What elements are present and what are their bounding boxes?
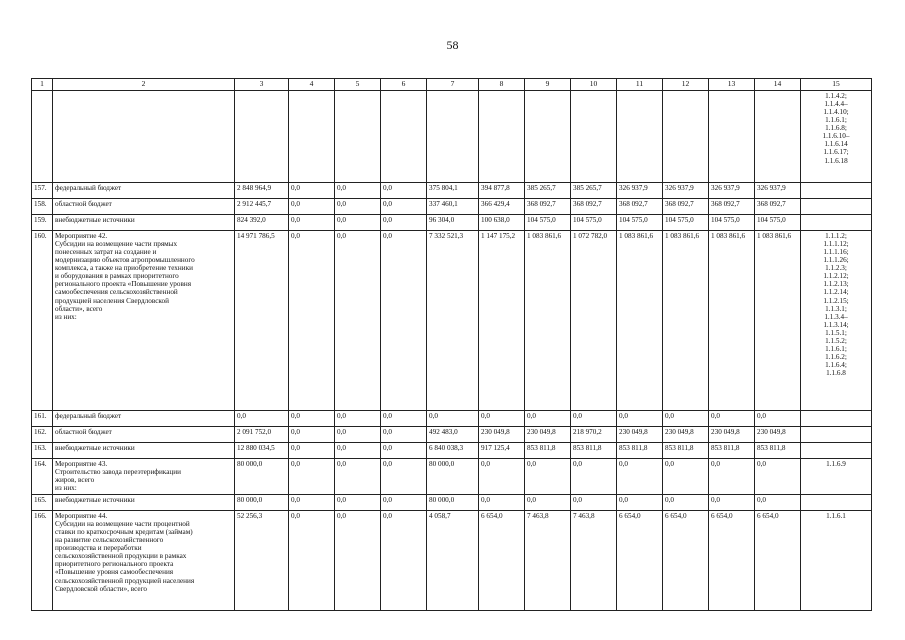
table-row — [32, 511, 872, 611]
target-codes-cell — [801, 459, 872, 495]
description-line: сельскохозяйственной продукции в рамках — [55, 552, 187, 561]
description-line: сельскохозяйственной продукцией населения — [55, 576, 195, 585]
target-code: 1.1.2.12; — [823, 272, 849, 281]
row-number-cell — [32, 91, 53, 183]
description-cell — [53, 443, 235, 459]
amount-cell: 0,0 — [335, 459, 381, 495]
amount-cell: 80 000,0 — [427, 459, 479, 495]
description-line: Субсидии на возмещение части прямых — [55, 240, 178, 249]
amount-cell: 230 049,8 — [663, 427, 709, 443]
amount-cell — [525, 91, 571, 183]
amount-cell: 1 083 861,6 — [663, 231, 709, 411]
description-line: из них: — [55, 484, 77, 493]
column-header: 2 — [53, 79, 235, 91]
amount-cell: 6 840 038,3 — [427, 443, 479, 459]
description-line: и оборудования в рамках приоритетного — [55, 272, 179, 281]
amount-cell: 385 265,7 — [525, 183, 571, 199]
amount-cell: 0,0 — [289, 459, 335, 495]
amount-cell: 104 575,0 — [617, 215, 663, 231]
amount-cell: 104 575,0 — [755, 215, 801, 231]
amount-cell: 218 970,2 — [571, 427, 617, 443]
amount-cell: 0,0 — [289, 183, 335, 199]
amount-cell — [289, 91, 335, 183]
amount-cell: 0,0 — [335, 511, 381, 611]
column-header: 7 — [427, 79, 479, 91]
amount-cell: 0,0 — [381, 511, 427, 611]
column-header: 15 — [801, 79, 872, 91]
amount-cell: 0,0 — [335, 231, 381, 411]
target-code: 1.1.6.10– — [822, 132, 850, 141]
description-line: федеральный бюджет — [55, 184, 122, 192]
amount-cell: 0,0 — [335, 215, 381, 231]
column-header: 14 — [755, 79, 801, 91]
table-row — [32, 495, 872, 511]
amount-cell: 230 049,8 — [709, 427, 755, 443]
amount-cell: 368 092,7 — [571, 199, 617, 215]
target-code: 1.1.1.16; — [823, 248, 849, 257]
amount-cell: 104 575,0 — [709, 215, 755, 231]
table-row — [32, 443, 872, 459]
description-cell — [53, 459, 235, 495]
amount-cell: 368 092,7 — [525, 199, 571, 215]
target-code: 1.1.5.2; — [825, 336, 847, 345]
amount-cell: 1 083 861,6 — [617, 231, 663, 411]
amount-cell: 6 654,0 — [617, 511, 663, 611]
target-codes-cell — [801, 427, 872, 443]
target-code: 1.1.6.4; — [825, 361, 847, 369]
amount-cell: 1 083 861,6 — [755, 231, 801, 411]
description-line: «Повышение уровня самообеспечения — [55, 568, 174, 577]
description-cell — [53, 411, 235, 427]
description-line: внебюджетные источники — [55, 496, 135, 504]
amount-cell: 0,0 — [755, 411, 801, 427]
description-line: Субсидии на возмещение части процентной — [55, 520, 190, 529]
amount-cell: 853 811,8 — [525, 443, 571, 459]
amount-cell: 326 937,9 — [709, 183, 755, 199]
target-code: 1.1.2.3; — [825, 264, 847, 273]
description-cell — [53, 511, 235, 611]
amount-cell: 0,0 — [381, 427, 427, 443]
description-line: продукцией населения Свердловской — [55, 296, 169, 305]
amount-cell: 0,0 — [381, 459, 427, 495]
target-codes-cell — [801, 183, 872, 199]
amount-cell: 0,0 — [525, 459, 571, 495]
amount-cell: 337 460,1 — [427, 199, 479, 215]
amount-cell: 492 483,0 — [427, 427, 479, 443]
column-header: 11 — [617, 79, 663, 91]
amount-cell: 0,0 — [479, 495, 525, 511]
amount-cell: 0,0 — [525, 495, 571, 511]
target-codes-cell — [801, 511, 872, 611]
description-line: производства и переработки — [55, 544, 142, 553]
row-number-cell: 159. — [32, 215, 53, 231]
description-line: регионального проекта «Повышение уровня — [55, 280, 191, 289]
amount-cell: 6 654,0 — [479, 511, 525, 611]
amount-cell: 853 811,8 — [755, 443, 801, 459]
amount-cell: 80 000,0 — [235, 459, 289, 495]
amount-cell: 0,0 — [663, 495, 709, 511]
amount-cell: 326 937,9 — [755, 183, 801, 199]
target-code: 1.1.6.8; — [825, 124, 847, 133]
amount-cell: 0,0 — [381, 215, 427, 231]
amount-cell: 6 654,0 — [709, 511, 755, 611]
amount-cell: 0,0 — [571, 459, 617, 495]
description-line: внебюджетные источники — [55, 444, 135, 452]
amount-cell — [755, 91, 801, 183]
column-header: 6 — [381, 79, 427, 91]
amount-cell: 230 049,8 — [755, 427, 801, 443]
amount-cell: 104 575,0 — [525, 215, 571, 231]
amount-cell: 0,0 — [335, 411, 381, 427]
amount-cell — [235, 91, 289, 183]
amount-cell: 80 000,0 — [235, 495, 289, 511]
target-codes-cell — [801, 199, 872, 215]
row-number-cell: 161. — [32, 411, 53, 427]
amount-cell: 0,0 — [381, 231, 427, 411]
amount-cell: 230 049,8 — [525, 427, 571, 443]
amount-cell: 1 083 861,6 — [709, 231, 755, 411]
target-code: 1.1.6.14 — [824, 140, 848, 149]
amount-cell: 326 937,9 — [617, 183, 663, 199]
amount-cell: 1 083 861,6 — [525, 231, 571, 411]
amount-cell — [479, 91, 525, 183]
amount-cell: 0,0 — [381, 183, 427, 199]
amount-cell: 853 811,8 — [571, 443, 617, 459]
amount-cell: 7 463,8 — [571, 511, 617, 611]
column-header: 13 — [709, 79, 755, 91]
description-cell — [53, 495, 235, 511]
description-line: областной бюджет — [55, 428, 112, 436]
amount-cell: 0,0 — [571, 411, 617, 427]
amount-cell: 0,0 — [617, 495, 663, 511]
amount-cell: 0,0 — [289, 443, 335, 459]
amount-cell: 0,0 — [381, 495, 427, 511]
amount-cell: 0,0 — [289, 411, 335, 427]
target-codes-cell — [801, 91, 872, 183]
amount-cell: 0,0 — [427, 411, 479, 427]
amount-cell: 917 125,4 — [479, 443, 525, 459]
amount-cell: 853 811,8 — [709, 443, 755, 459]
amount-cell: 0,0 — [381, 199, 427, 215]
amount-cell: 104 575,0 — [571, 215, 617, 231]
amount-cell: 0,0 — [289, 495, 335, 511]
amount-cell: 80 000,0 — [427, 495, 479, 511]
amount-cell: 12 880 034,5 — [235, 443, 289, 459]
amount-cell: 0,0 — [709, 459, 755, 495]
amount-cell: 2 091 752,0 — [235, 427, 289, 443]
target-code: 1.1.3.4– — [824, 312, 848, 321]
row-number-cell: 166. — [32, 511, 53, 611]
amount-cell — [381, 91, 427, 183]
target-code: 1.1.4.4– — [824, 100, 848, 109]
amount-cell: 0,0 — [617, 459, 663, 495]
amount-cell: 0,0 — [335, 183, 381, 199]
amount-cell: 853 811,8 — [663, 443, 709, 459]
amount-cell: 6 654,0 — [755, 511, 801, 611]
description-line: федеральный бюджет — [55, 412, 122, 420]
description-line: модернизацию объектов агропромышленного — [55, 256, 195, 265]
description-line: Мероприятие 42. — [55, 232, 108, 240]
target-codes-cell — [801, 231, 872, 411]
amount-cell: 230 049,8 — [617, 427, 663, 443]
amount-cell: 6 654,0 — [663, 511, 709, 611]
amount-cell: 0,0 — [335, 427, 381, 443]
target-codes-cell — [801, 411, 872, 427]
amount-cell: 0,0 — [335, 443, 381, 459]
description-cell — [53, 183, 235, 199]
row-number-cell: 164. — [32, 459, 53, 495]
target-code: 1.1.4.10; — [823, 108, 849, 117]
amount-cell — [663, 91, 709, 183]
target-code: 1.1.2.13; — [823, 280, 849, 289]
amount-cell: 96 304,0 — [427, 215, 479, 231]
amount-cell: 4 058,7 — [427, 511, 479, 611]
column-header: 4 — [289, 79, 335, 91]
description-line: Мероприятие 43. — [55, 460, 108, 468]
description-line: комплекса, а также на приобретение техники — [55, 264, 193, 273]
description-line: областной бюджет — [55, 200, 112, 208]
amount-cell: 0,0 — [663, 459, 709, 495]
amount-cell: 0,0 — [709, 495, 755, 511]
description-cell — [53, 231, 235, 411]
amount-cell: 368 092,7 — [709, 199, 755, 215]
target-code: 1.1.2.15; — [823, 296, 849, 305]
row-number-cell: 163. — [32, 443, 53, 459]
amount-cell: 0,0 — [479, 411, 525, 427]
target-codes-cell — [801, 495, 872, 511]
column-header: 9 — [525, 79, 571, 91]
target-code: 1.1.5.1; — [825, 328, 847, 337]
amount-cell: 52 256,3 — [235, 511, 289, 611]
amount-cell — [617, 91, 663, 183]
page-number: 58 — [446, 38, 459, 52]
amount-cell: 0,0 — [571, 495, 617, 511]
table-row — [32, 427, 872, 443]
target-code: 1.1.1.2; — [825, 232, 847, 240]
table-row — [32, 199, 872, 215]
description-line: приоритетного регионального проекта — [55, 560, 174, 569]
description-line: внебюджетные источники — [55, 216, 135, 224]
description-line: жиров, всего — [55, 476, 95, 485]
amount-cell: 1 072 782,0 — [571, 231, 617, 411]
row-number-cell: 157. — [32, 183, 53, 199]
amount-cell: 0,0 — [381, 411, 427, 427]
table-row — [32, 183, 872, 199]
target-code: 1.1.6.1; — [825, 116, 847, 125]
amount-cell: 2 912 445,7 — [235, 199, 289, 215]
column-header: 8 — [479, 79, 525, 91]
table-row — [32, 215, 872, 231]
amount-cell: 824 392,0 — [235, 215, 289, 231]
amount-cell: 0,0 — [479, 459, 525, 495]
row-number-cell: 165. — [32, 495, 53, 511]
table-body — [32, 91, 872, 611]
amount-cell: 0,0 — [525, 411, 571, 427]
amount-cell: 853 811,8 — [617, 443, 663, 459]
column-number-row — [32, 79, 872, 91]
target-code: 1.1.2.14; — [823, 288, 849, 297]
description-line: из них: — [55, 312, 77, 321]
amount-cell: 366 429,4 — [479, 199, 525, 215]
description-line: понесенных затрат на создание и — [55, 248, 157, 257]
description-cell — [53, 427, 235, 443]
description-cell — [53, 199, 235, 215]
amount-cell: 0,0 — [289, 231, 335, 411]
target-codes-cell — [801, 443, 872, 459]
table-row — [32, 91, 872, 183]
target-code: 1.1.1.26; — [823, 256, 849, 265]
description-line: самообеспечения сельскохозяйственной — [55, 288, 178, 297]
description-line: ставки по краткосрочным кредитам (займам) — [55, 528, 193, 537]
amount-cell: 1 147 175,2 — [479, 231, 525, 411]
target-code: 1.1.3.14; — [823, 320, 849, 329]
target-codes-cell — [801, 215, 872, 231]
amount-cell — [571, 91, 617, 183]
target-code: 1.1.6.2; — [825, 352, 847, 361]
target-code: 1.1.6.8 — [826, 369, 846, 378]
row-number-cell: 160. — [32, 231, 53, 411]
table-row — [32, 231, 872, 411]
target-code: 1.1.6.1 — [826, 512, 846, 520]
column-header: 1 — [32, 79, 53, 91]
amount-cell — [335, 91, 381, 183]
budget-table — [31, 78, 872, 611]
amount-cell: 7 332 521,3 — [427, 231, 479, 411]
amount-cell: 14 971 786,5 — [235, 231, 289, 411]
amount-cell: 0,0 — [235, 411, 289, 427]
target-code: 1.1.6.9 — [826, 460, 846, 468]
amount-cell: 368 092,7 — [663, 199, 709, 215]
row-number-cell: 158. — [32, 199, 53, 215]
target-code: 1.1.1.12; — [823, 240, 849, 249]
column-header: 10 — [571, 79, 617, 91]
amount-cell: 0,0 — [289, 199, 335, 215]
amount-cell: 2 848 964,9 — [235, 183, 289, 199]
description-line: Свердловской области», всего — [55, 584, 147, 593]
table-row — [32, 459, 872, 495]
amount-cell: 0,0 — [755, 495, 801, 511]
target-code: 1.1.6.17; — [823, 148, 849, 157]
amount-cell: 230 049,8 — [479, 427, 525, 443]
amount-cell: 368 092,7 — [617, 199, 663, 215]
amount-cell: 0,0 — [381, 443, 427, 459]
description-line: на развитие сельскохозяйственного — [55, 536, 164, 545]
row-number-cell: 162. — [32, 427, 53, 443]
amount-cell: 0,0 — [289, 215, 335, 231]
amount-cell: 0,0 — [289, 511, 335, 611]
description-line: области», всего — [55, 304, 103, 313]
amount-cell: 7 463,8 — [525, 511, 571, 611]
amount-cell — [709, 91, 755, 183]
column-header: 3 — [235, 79, 289, 91]
amount-cell: 0,0 — [617, 411, 663, 427]
amount-cell — [427, 91, 479, 183]
table-row — [32, 411, 872, 427]
target-code: 1.1.6.1; — [825, 344, 847, 353]
amount-cell: 104 575,0 — [663, 215, 709, 231]
description-cell — [53, 91, 235, 183]
amount-cell: 326 937,9 — [663, 183, 709, 199]
amount-cell: 100 638,0 — [479, 215, 525, 231]
description-cell — [53, 215, 235, 231]
amount-cell: 0,0 — [335, 495, 381, 511]
amount-cell: 0,0 — [755, 459, 801, 495]
amount-cell: 375 804,1 — [427, 183, 479, 199]
target-code: 1.1.3.1; — [825, 304, 847, 313]
amount-cell: 0,0 — [335, 199, 381, 215]
description-line: Мероприятие 44. — [55, 512, 108, 520]
target-code: 1.1.4.2; — [825, 92, 847, 100]
column-header: 5 — [335, 79, 381, 91]
amount-cell: 0,0 — [709, 411, 755, 427]
column-header: 12 — [663, 79, 709, 91]
amount-cell: 368 092,7 — [755, 199, 801, 215]
amount-cell: 385 265,7 — [571, 183, 617, 199]
amount-cell: 394 877,8 — [479, 183, 525, 199]
amount-cell: 0,0 — [663, 411, 709, 427]
amount-cell: 0,0 — [289, 427, 335, 443]
target-code: 1.1.6.18 — [824, 156, 848, 165]
description-line: Строительство завода переэтерификации — [55, 468, 181, 477]
